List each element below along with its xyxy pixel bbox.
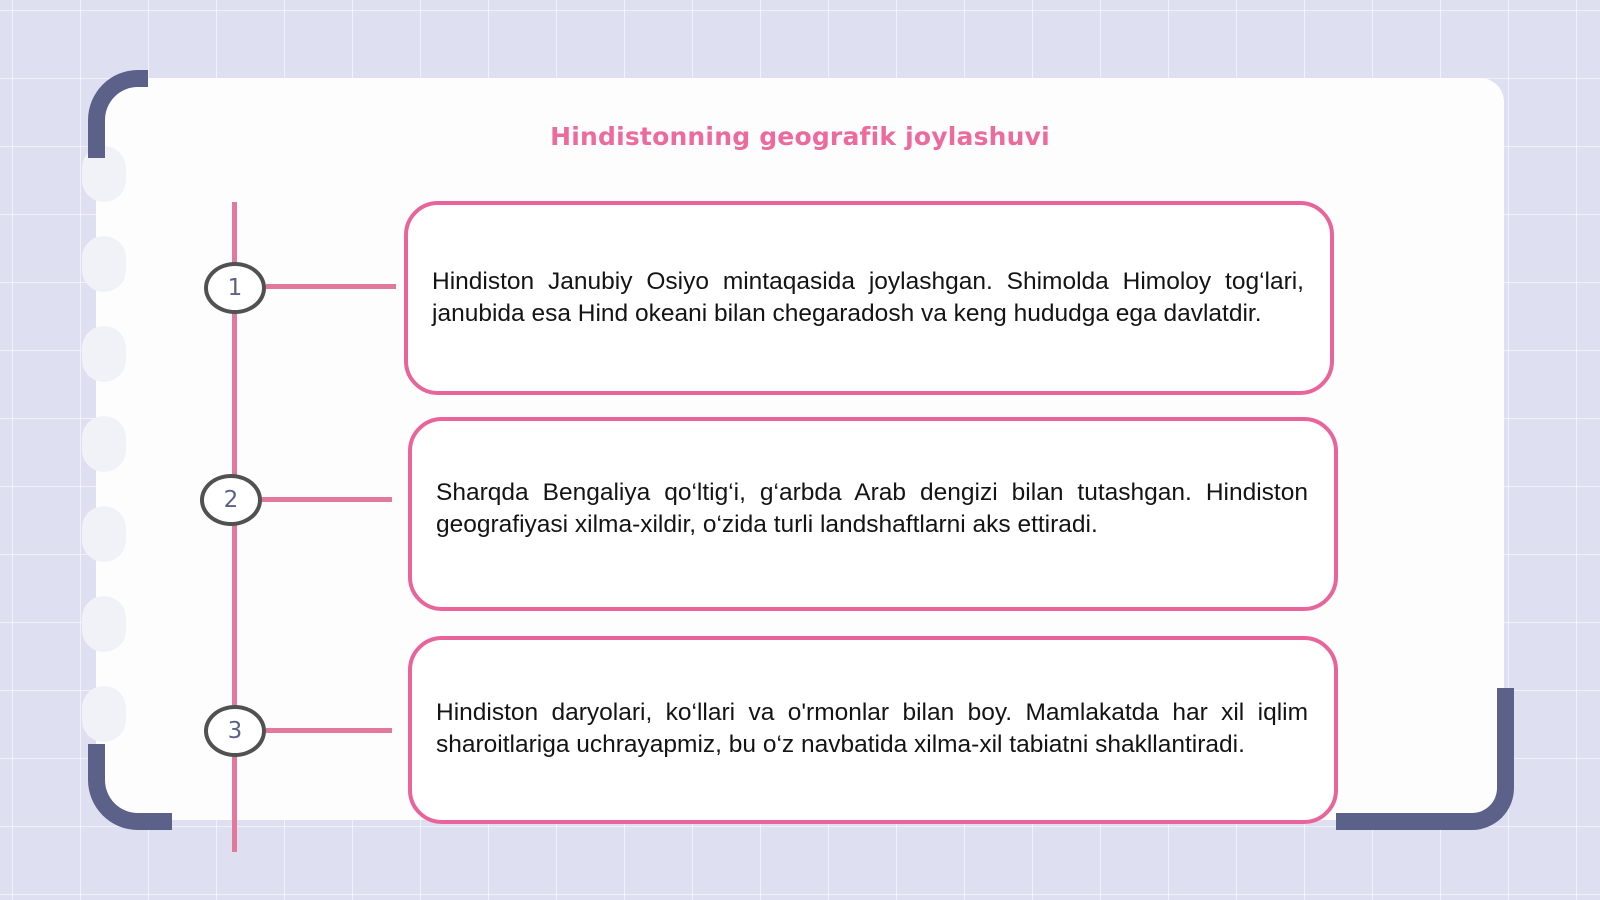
timeline-card-text: Hindiston Janubiy Osiyo mintaqasida joylashgan. Shimolda Himoloy tog‘lari, janubida esa Hind okeani bilan chegaradosh va keng hududga ega davlatdir. — [432, 268, 1304, 327]
corner-bracket-bottom-right — [1336, 688, 1514, 830]
timeline-connector — [266, 284, 396, 289]
slide-title: Hindistonning geografik joylashuvi — [550, 122, 1050, 151]
timeline-card — [408, 636, 1338, 824]
notebook-edge-bump — [82, 326, 126, 382]
timeline-card-text: Hindiston daryolari, ko‘llari va o'rmonlar bilan boy. Mamlakatda har xil iqlim sharoitlariga uchrayapmiz, bu o‘z navbatida xilma-xil tabiatni shakllantiradi. — [436, 699, 1308, 758]
notebook-edge-bump — [82, 506, 126, 562]
timeline-node-number: 1 — [227, 275, 243, 301]
timeline-node-number: 3 — [227, 718, 243, 744]
timeline-connector — [262, 497, 392, 502]
timeline-node — [204, 262, 266, 314]
timeline-card — [408, 417, 1338, 611]
timeline-card-text: Sharqda Bengaliya qo‘ltig‘i, g‘arbda Arab dengizi bilan tutashgan. Hindiston geografiyasi xilma-xildir, o‘zida turli landshaftlarni aks ettiradi. — [436, 479, 1308, 538]
timeline-node — [200, 474, 262, 526]
notebook-edge-bump — [82, 686, 126, 742]
notebook-edge-bump — [82, 236, 126, 292]
timeline-card — [404, 201, 1334, 395]
timeline-node-number: 2 — [223, 487, 239, 513]
timeline-connector — [266, 728, 392, 733]
corner-bracket-bottom-left — [88, 744, 172, 830]
timeline-node — [204, 705, 266, 757]
notebook-edge-bump — [82, 416, 126, 472]
notebook-edge-bump — [82, 596, 126, 652]
